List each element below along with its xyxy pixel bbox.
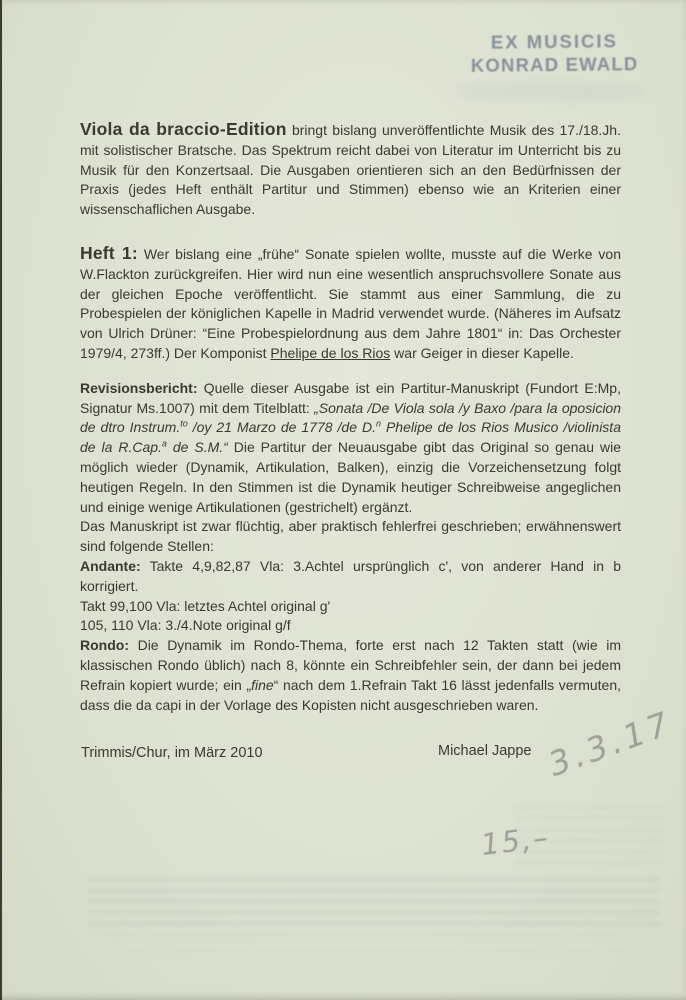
preface-text: [80, 120, 621, 715]
place-date: Trimmis/Chur, im März 2010: [81, 745, 263, 761]
music-show-through-band: [515, 806, 665, 872]
paragraph-revision: [80, 379, 621, 518]
scan-edge-shadow: [0, 0, 2, 1000]
paragraph-manuscript: [80, 517, 621, 557]
text-run: /oy 21 Marzo de 1778 /de D.: [187, 419, 376, 436]
text-run: to: [180, 418, 188, 429]
text-run: Phelipe de los Rios: [270, 344, 391, 361]
text-run: Andante:: [80, 557, 141, 574]
text-run: 105, 110 Vla: 3./4.Note original g/f: [80, 617, 291, 634]
text-run: Takt 99,100 Vla: letztes Achtel original g': [80, 597, 331, 614]
handwritten-date: 3.3.17: [543, 703, 678, 784]
text-run: bringt bislang unveröffentlichte Musik des 17./18.Jh. mit solistischer Bratsche. Das Spektrum reicht dabei von Literatur im Unterricht bis zu Musik für den Konzertsaal. Die Ausgaben orientieren sich an den Bedürfnissen der Praxis (jedes Heft enthält Partitur und Stimmen) ebenso wie an Kriterien einer wissenschaflichen Ausgabe.: [80, 122, 621, 218]
text-run: Das Manuskript ist zwar flüchtig, aber praktisch fehlerfrei geschrieben; erwähnenswert sind folgende Stellen:: [80, 518, 621, 555]
text-run: „Sonata /De Viola sola /y Baxo /para la oposicion de dtro Instrum.: [80, 399, 622, 436]
text-run: war Geiger in dieser Kapelle.: [390, 344, 574, 361]
owner-stamp: [452, 29, 657, 77]
stamp-line-konrad-ewald: KONRAD EWALD: [470, 53, 639, 76]
paragraph-intro: [80, 120, 621, 220]
text-run: Phelipe de los Rios Musico /violinista de la R.Cap.: [80, 419, 621, 456]
paragraph-heft1: [80, 244, 621, 364]
text-run: “ nach dem 1.Refrain Takt 16 lässt jedenfalls vermuten, dass die da capi in der Vorlage des Kopisten nicht ausgeschrieben waren.: [80, 676, 622, 713]
music-show-through-band: [110, 938, 640, 960]
text-run: a: [161, 438, 167, 449]
text-run: n: [375, 418, 381, 429]
text-run: Revisionsbericht:: [80, 379, 198, 396]
paragraph-rondo: [80, 636, 621, 715]
paragraph-andante: [80, 557, 621, 597]
text-run: fine: [251, 676, 274, 693]
text-run: de S.M.“: [166, 439, 228, 456]
text-run: Die Dynamik im Rondo-Thema, forte erst nach 12 Takten statt (wie im klassischen Rondo üblich) nach 8, könnte ein Schreibfehler sein, der dann bei jedem Refrain kopiert wurde; ein „: [80, 637, 621, 693]
text-run: Viola da braccio-Edition: [80, 119, 287, 139]
text-run: Wer bislang eine „frühe“ Sonate spielen wollte, musste auf die Werke von W.Flackton zurückgreifen. Hier wird nun eine wesentlich anspruchsvollere Sonate aus der gleichen Epoche veröffentlicht. Sie stammt aus einer Sammlung, die zu Probespielen der königlichen Kapelle in Madrid verwendet wurde. (Näheres im Aufsatz von Ulrich Drüner: “Eine Probespielordnung aus dem Jahre 1801“ in: Das Orchester 1979/4, 273ff.) Der Komponist: [80, 245, 621, 361]
text-run: Heft 1:: [80, 242, 138, 263]
paragraph-note105: [80, 616, 621, 636]
text-run: Quelle dieser Ausgabe ist ein Partitur-Manuskript (Fundort E:Mp, Signatur Ms.1007) mit dem Titelblatt:: [80, 379, 621, 416]
stamp-line-ex-musicis: EX MUSICIS: [490, 30, 618, 53]
author-name: Michael Jappe: [438, 743, 532, 759]
text-run: Rondo:: [80, 637, 129, 654]
text-run: Die Partitur der Neuausgabe gibt das Original so genau wie möglich wieder (Dynamik, Artikulation, Balken), einzig die Vorzeichensetzung folgt heutigen Regeln. In den Stimmen ist die Dynamik heutiger Schreibweise angeglichen und einige wenige Artikulationen (gestrichelt) ergänzt.: [80, 439, 621, 515]
text-run: Takte 4,9,82,87 Vla: 3.Achtel ursprünglich c', von anderer Hand in b korrigiert.: [80, 557, 621, 594]
show-through-smudge: [455, 82, 645, 100]
music-show-through-band: [88, 878, 660, 934]
paragraph-takt99: [80, 597, 621, 617]
handwritten-price: 15,–: [479, 819, 552, 863]
